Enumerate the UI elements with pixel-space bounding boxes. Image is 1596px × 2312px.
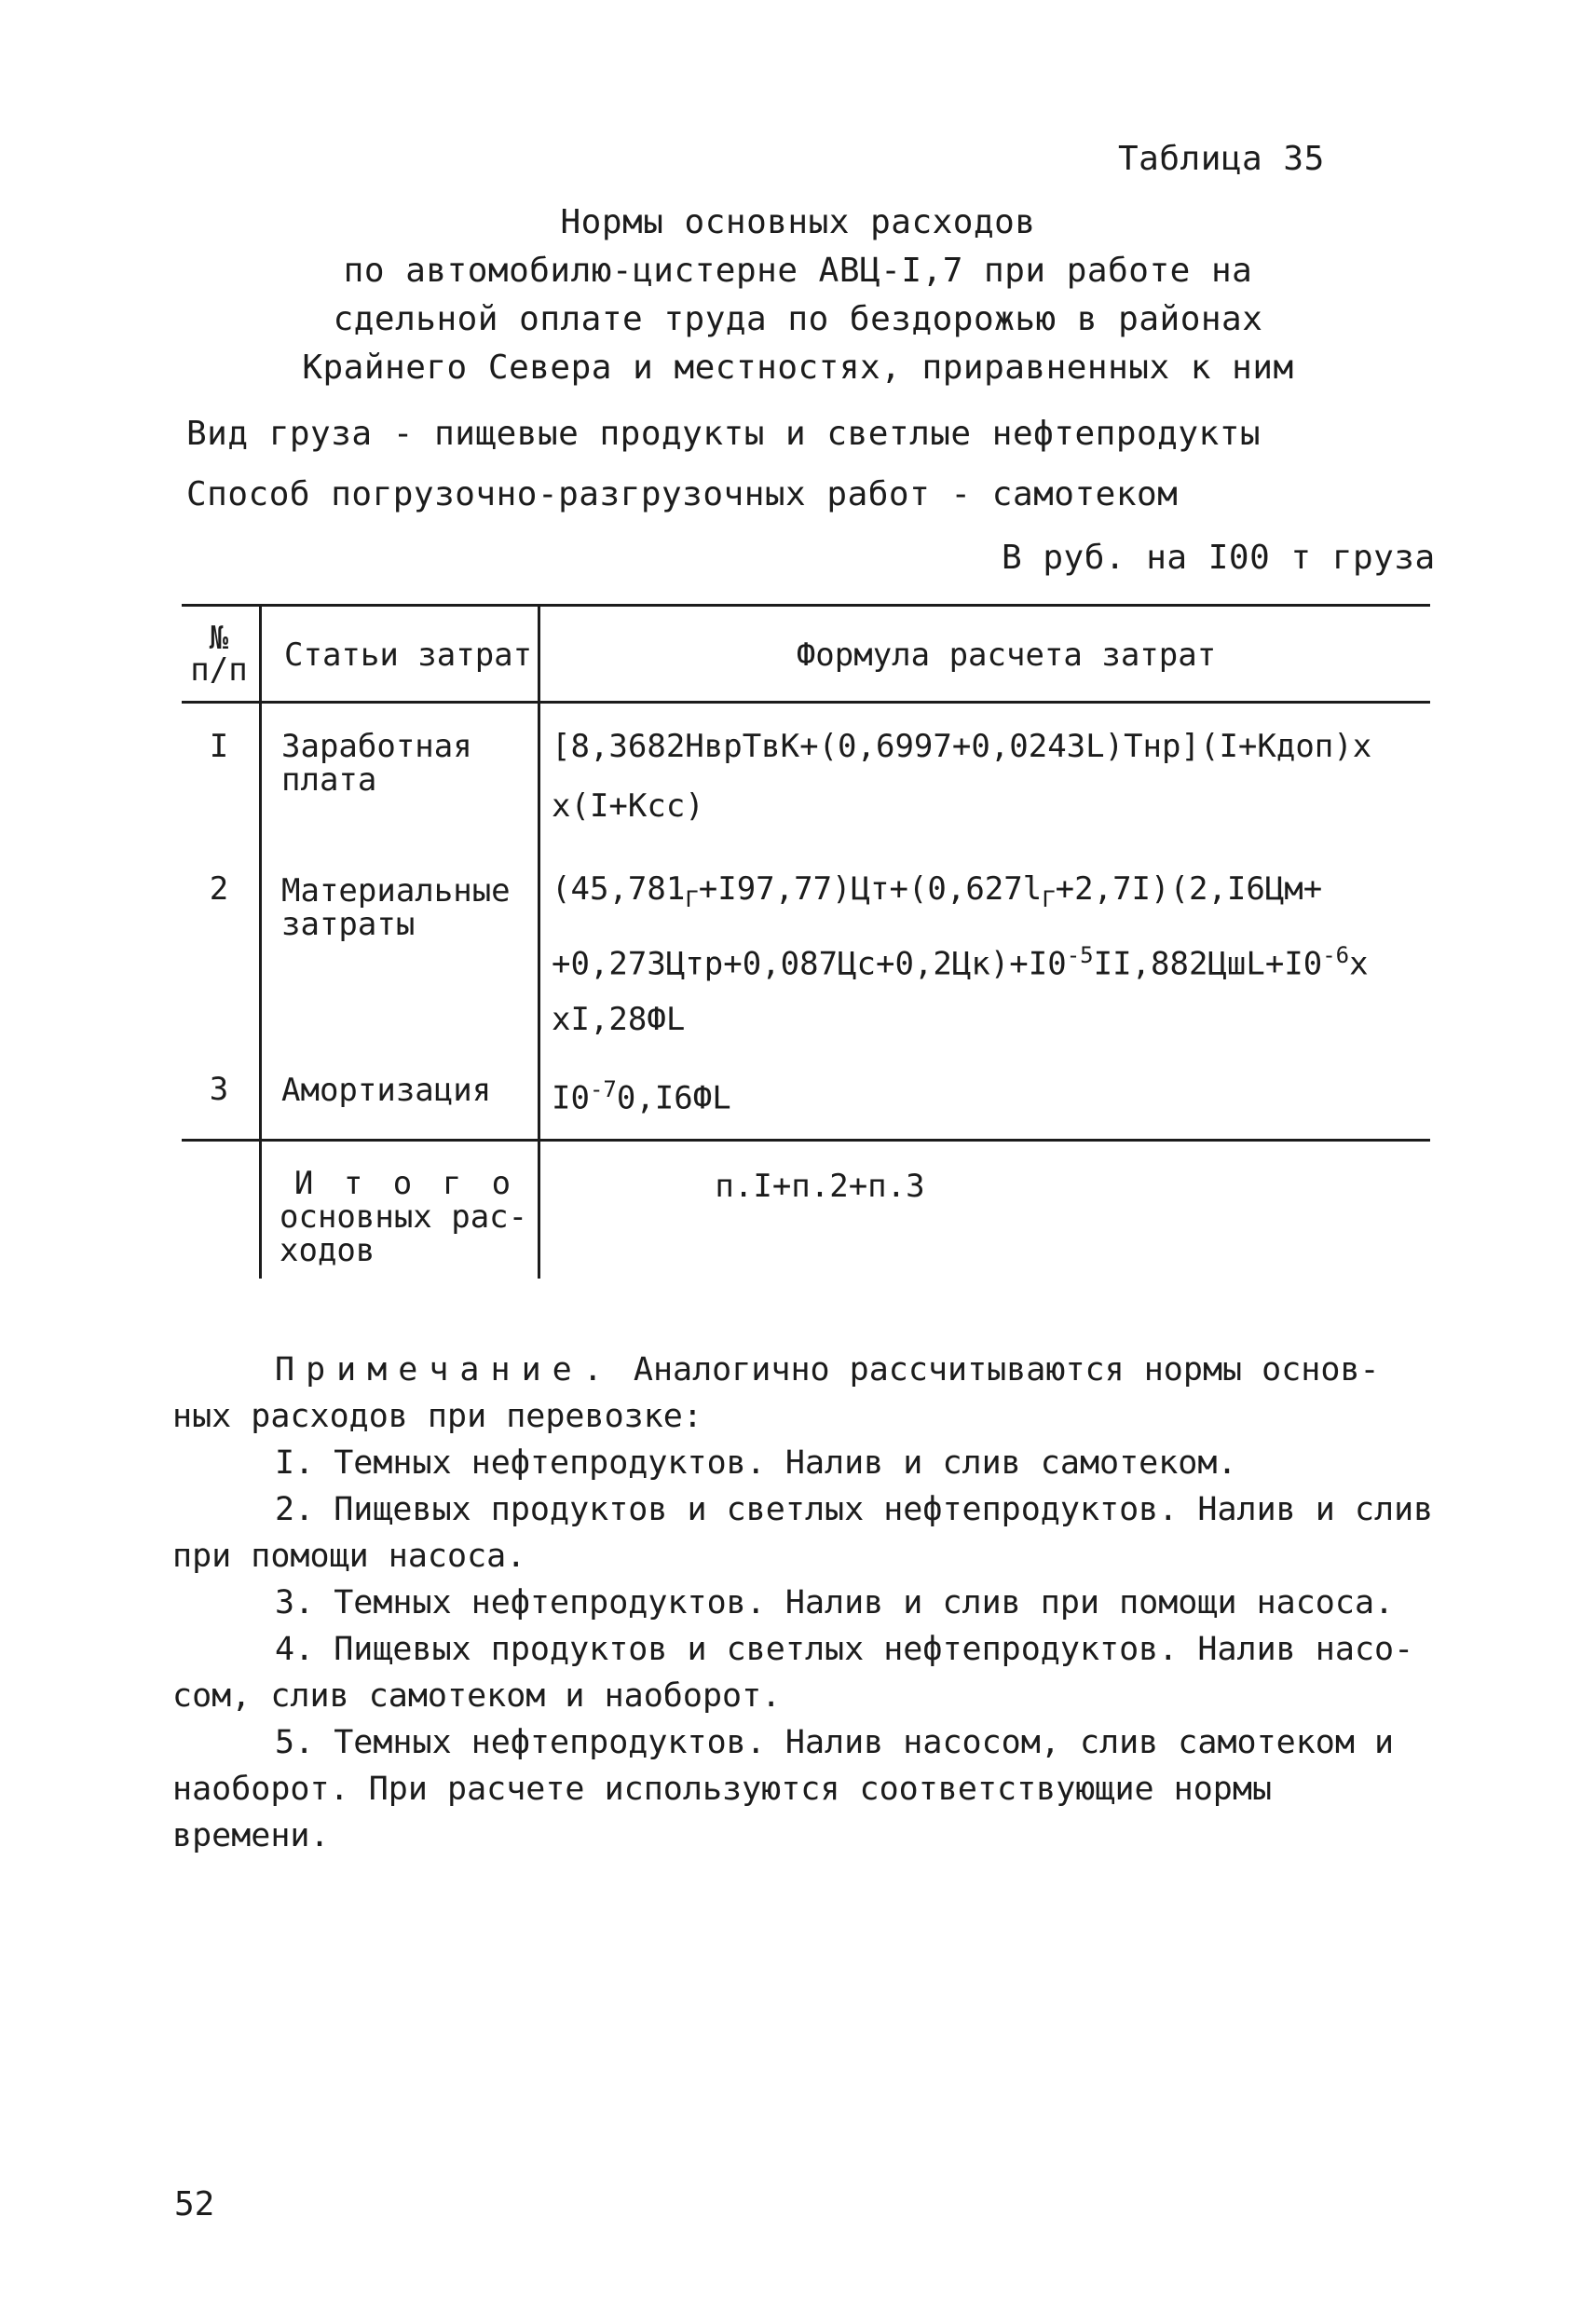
formula-text: I0 [552,1079,590,1117]
table-title-line: сдельной оплате труда по бездорожью в районах [333,300,1263,338]
table-title-line: по автомобилю-цистерне АВЦ-I,7 при работе на [343,252,1253,290]
formula-line [552,936,1369,983]
formula-text: 0,I6ФL [616,1079,731,1117]
total-label-line: основных рас- [280,1198,528,1236]
loading-method: Способ погрузочно-разгрузочных работ - самотеком [186,475,1179,513]
page-number: 52 [174,2185,215,2223]
cost-item-line: затраты [281,906,416,943]
row-number: 2 [209,870,229,908]
header-number-pp: п/п [190,651,248,689]
formula-line: xI,28ФL [552,1001,686,1039]
column-divider [259,606,262,1279]
formula-line [552,869,1369,919]
note-item-cont: при помощи насоса. [172,1538,526,1575]
note-line: ных расходов при перевозке: [172,1398,703,1435]
header-rule [182,701,1430,704]
note-intro-text: Аналогично рассчитываются нормы основ- [613,1351,1380,1389]
row-formula [552,869,1369,1039]
table-top-rule [182,604,1430,607]
header-cost-items: Статьи затрат [284,636,533,674]
formula-text: x [1349,945,1369,983]
formula-superscript: -7 [589,1076,617,1102]
row-cost-item [281,1074,491,1107]
note-item-cont: наоборот. При расчете используются соответствующие нормы времени. [172,1771,1273,1854]
formula-superscript: -6 [1322,941,1350,968]
formula-line: [8,3682НврТвК+(0,6997+0,0243L)Тнр](I+Кдоп)x [552,728,1372,765]
note-label: Примечание. [275,1351,614,1389]
table-title-line: Нормы основных расходов [560,203,1036,241]
total-formula: п.I+п.2+п.3 [715,1168,925,1205]
cargo-type: Вид груза - пищевые продукты и светлые нефтепродукты [186,415,1262,453]
cost-item-line: Заработная [281,728,472,765]
header-number-symbol: № [209,620,229,657]
formula-text: (45,781 [552,870,686,908]
table-number: Таблица 35 [1118,140,1325,178]
note-item: 5. Темных нефтепродуктов. Налив насосом, слив самотеком и [275,1724,1395,1761]
row-formula [552,727,1371,826]
cost-item-line: плата [281,761,377,799]
header-number [182,620,256,689]
table-title-line: Крайнего Севера и местностях, приравненных к ним [302,349,1294,387]
cost-item-line: Амортизация [281,1072,492,1109]
formula-text: +0,273Цтр+0,087Цс+0,2Цк)+I0 [552,945,1067,983]
units-label: В руб. на I00 т груза [1002,539,1436,577]
note-intro [172,1347,1439,1393]
formula-subscript: Г [1042,885,1056,912]
note-item: I. Темных нефтепродуктов. Налив и слив самотеком. [275,1444,1237,1482]
note-item: 2. Пищевых продуктов и светлых нефтепродуктов. Налив и слив [275,1491,1434,1528]
header-formula: Формула расчета затрат [796,636,1217,674]
row-number: I [209,728,229,765]
row-cost-item [281,730,472,797]
total-rule [182,1139,1430,1142]
note-item-cont: сом, слив самотеком и наоборот. [172,1677,782,1715]
formula-text: II,882ЦшL+I0 [1093,945,1323,983]
formula-subscript: Г [685,885,699,912]
row-number: 3 [209,1071,229,1108]
total-label [280,1167,531,1267]
row-formula [552,1070,731,1117]
formula-superscript: -5 [1066,941,1094,968]
note-item: 3. Темных нефтепродуктов. Налив и слив при помощи насоса. [275,1584,1395,1621]
formula-text: +2,7I)(2,I6Цм+ [1055,870,1323,908]
formula-line: x(I+Ксс) [552,787,704,825]
note-item: 4. Пищевых продуктов и светлых нефтепродуктов. Налив насо- [275,1631,1414,1668]
note-block [172,1347,1439,1859]
total-label-line: И т о г о [293,1165,517,1202]
row-cost-item [281,874,511,941]
cost-item-line: Материальные [281,872,511,910]
total-label-line: ходов [280,1232,375,1269]
formula-text: +I97,77)Цт+(0,627l [698,870,1043,908]
